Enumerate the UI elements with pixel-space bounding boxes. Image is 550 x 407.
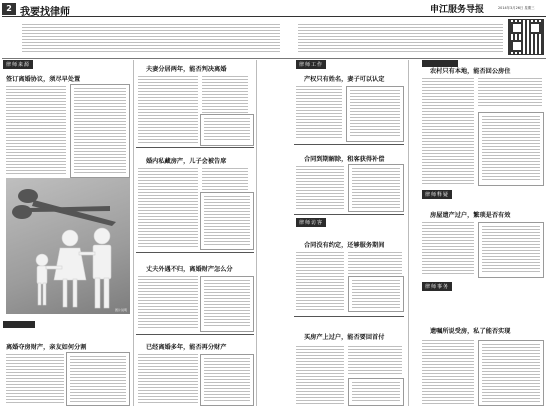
article-b1-text (138, 76, 198, 144)
sidebar-box-c3 (348, 276, 404, 312)
date-line: 2014年3月26日 星期三 (498, 6, 535, 10)
article-a1-text (6, 86, 66, 174)
section-bar-col5-bot: 律师事务 (422, 282, 452, 291)
headline-d1: 农村只有本地，能否回公房住 (430, 68, 511, 75)
sidebar-box-a2 (66, 352, 130, 406)
family-paper-cutout-photo (6, 178, 130, 314)
headline-c1: 产权只有姓名，妻子可以认定 (304, 76, 385, 83)
article-b4-text (138, 354, 198, 404)
headline-d3: 遗嘱所说受房，私了能否实现 (430, 328, 511, 335)
sidebar-box-d1 (478, 112, 544, 186)
intro-left-text (22, 24, 280, 54)
article-c4-text-b (348, 346, 402, 376)
rule-b2 (136, 252, 254, 253)
sidebar-box-c2 (348, 164, 404, 212)
col-sep-3 (408, 60, 409, 406)
masthead-rule (2, 16, 546, 17)
sidebar-box-b4 (200, 354, 254, 406)
headline-a1: 签订离婚协议，须尽早处置 (6, 76, 81, 83)
sidebar-box-d2 (478, 222, 544, 278)
sidebar-box-a1 (70, 84, 130, 178)
rule-c1 (294, 144, 404, 145)
article-c3-text (296, 252, 344, 310)
section-bar-left-bottom (3, 321, 35, 328)
rule-c3 (294, 316, 404, 317)
section-badge: 2 (2, 3, 16, 15)
rule-b3 (136, 334, 254, 335)
sidebar-box-b2 (200, 192, 254, 250)
headline-b1: 夫妻分居两年，能否判决离婚 (146, 66, 227, 73)
article-d2-text (422, 222, 474, 276)
article-b3-text (138, 276, 198, 328)
sidebar-box-c4 (348, 378, 404, 406)
photo-caption: 图片说明 (114, 308, 127, 312)
sidebar-box-b1 (200, 114, 254, 146)
intro-rule (2, 58, 546, 59)
article-c3-text-b (348, 252, 402, 274)
paper-family-figures (6, 178, 130, 314)
article-a2-text-left (6, 354, 64, 404)
section-bar-col3-top: 律师工作 (296, 60, 326, 69)
article-c1-text (296, 86, 342, 138)
rule-b1 (136, 147, 254, 148)
headline-c3: 合同没有约定，还够服务期间 (304, 242, 385, 249)
headline-b2: 婚内私藏房产，儿子会被告席 (146, 158, 227, 165)
article-c2-text (296, 166, 344, 210)
article-d3-text (422, 340, 474, 404)
col-sep-1 (133, 60, 134, 406)
rule-c2 (294, 214, 404, 215)
article-b1-text-b (202, 76, 248, 114)
section-bar-col5-mid: 律师释疑 (422, 190, 452, 199)
col-sep-2 (256, 60, 257, 406)
article-b2-text (138, 168, 198, 248)
article-d1-text-b (478, 78, 542, 108)
headline-d2: 房屋遗产过户，繁琐是否有效 (430, 212, 511, 219)
column-title: 我要找律师 (20, 7, 70, 18)
sidebar-box-d3 (478, 340, 544, 406)
masthead-logo: 申江服务导报 (430, 5, 485, 15)
masthead (0, 0, 550, 22)
section-bar-col3-mid: 律师访客 (296, 218, 326, 227)
headline-b4: 已经离婚多年，能否再分财产 (146, 344, 227, 351)
article-c4-text (296, 346, 344, 404)
section-bar-left-top: 律师来源 (3, 60, 33, 69)
headline-a2: 离婚夺房财产，亲友如何分割 (6, 344, 87, 351)
sidebar-box-b3 (200, 276, 254, 332)
headline-c2: 合同到期解除，租客获得补偿 (304, 156, 385, 163)
article-b2-text-b (202, 168, 248, 190)
sidebar-box-c1 (346, 86, 404, 142)
article-d1-text (422, 78, 474, 184)
qr-code (508, 19, 544, 55)
intro-right-text (298, 24, 503, 54)
headline-b3: 丈夫外遇不归，离婚财产怎么分 (146, 266, 233, 273)
headline-c4: 买房产上过户，能否要回首付 (304, 334, 385, 341)
